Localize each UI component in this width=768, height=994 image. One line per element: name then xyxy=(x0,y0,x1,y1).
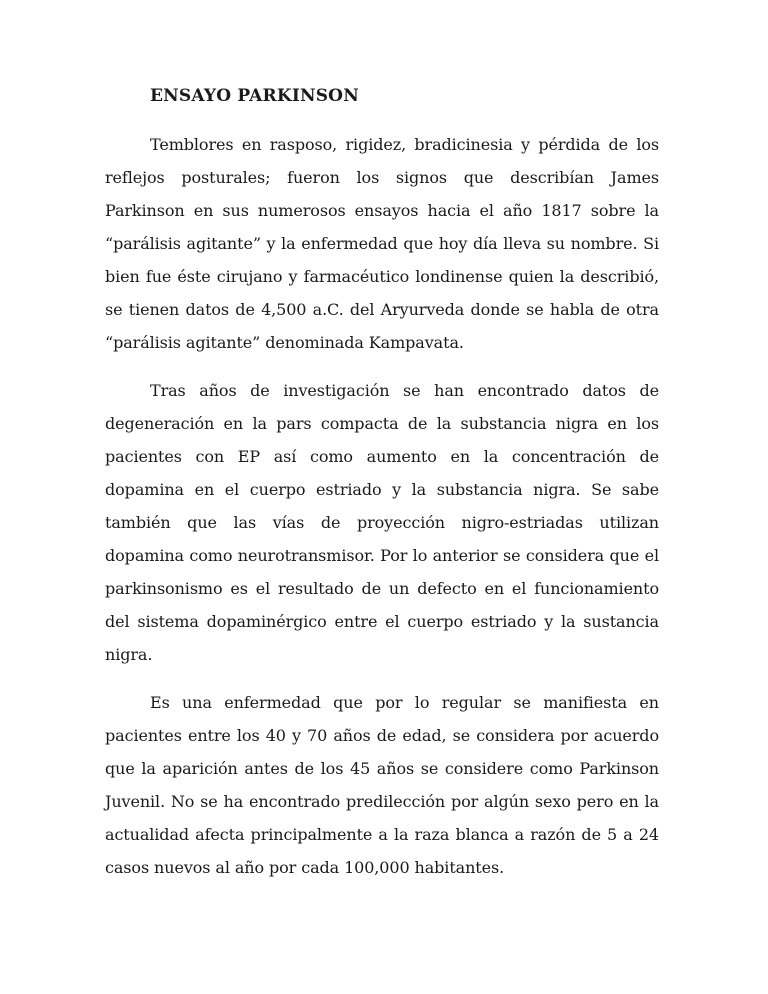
document-title: ENSAYO PARKINSON xyxy=(150,86,359,106)
paragraph-1: Temblores en rasposo, rigidez, bradicinesia y pérdida de los reflejos posturales; fueron los signos que describían James Parkinson en sus numerosos ensayos hacia el año 1817 sobre la “parálisis agitante” y la enfermedad que hoy día lleva su nombre. Si bien fue éste cirujano y farmacéutico londinense quien la describió, se tienen datos de 4,500 a.C. del Aryurveda donde se habla de otra “parálisis agitante” denominada Kampavata. xyxy=(105,135,659,353)
paragraph-2: Tras años de investigación se han encontrado datos de degeneración en la pars compacta de la substancia nigra en los pacientes con EP así como aumento en la concentración de dopamina en el cuerpo estriado y la substancia nigra. Se sabe también que las vías de proyección nigro-estriadas utilizan dopamina como neurotransmisor. Por lo anterior se considera que el parkinsonismo es el resultado de un defecto en el funcionamiento del sistema dopaminérgico entre el cuerpo estriado y la sustancia nigra. xyxy=(105,381,659,665)
document-body xyxy=(105,86,659,899)
paragraph-3: Es una enfermedad que por lo regular se manifiesta en pacientes entre los 40 y 70 años de edad, se considera por acuerdo que la aparición antes de los 45 años se considere como Parkinson Juvenil. No se ha encontrado predilección por algún sexo pero en la actualidad afecta principalmente a la raza blanca a razón de 5 a 24 casos nuevos al año por cada 100,000 habitantes. xyxy=(105,693,659,878)
